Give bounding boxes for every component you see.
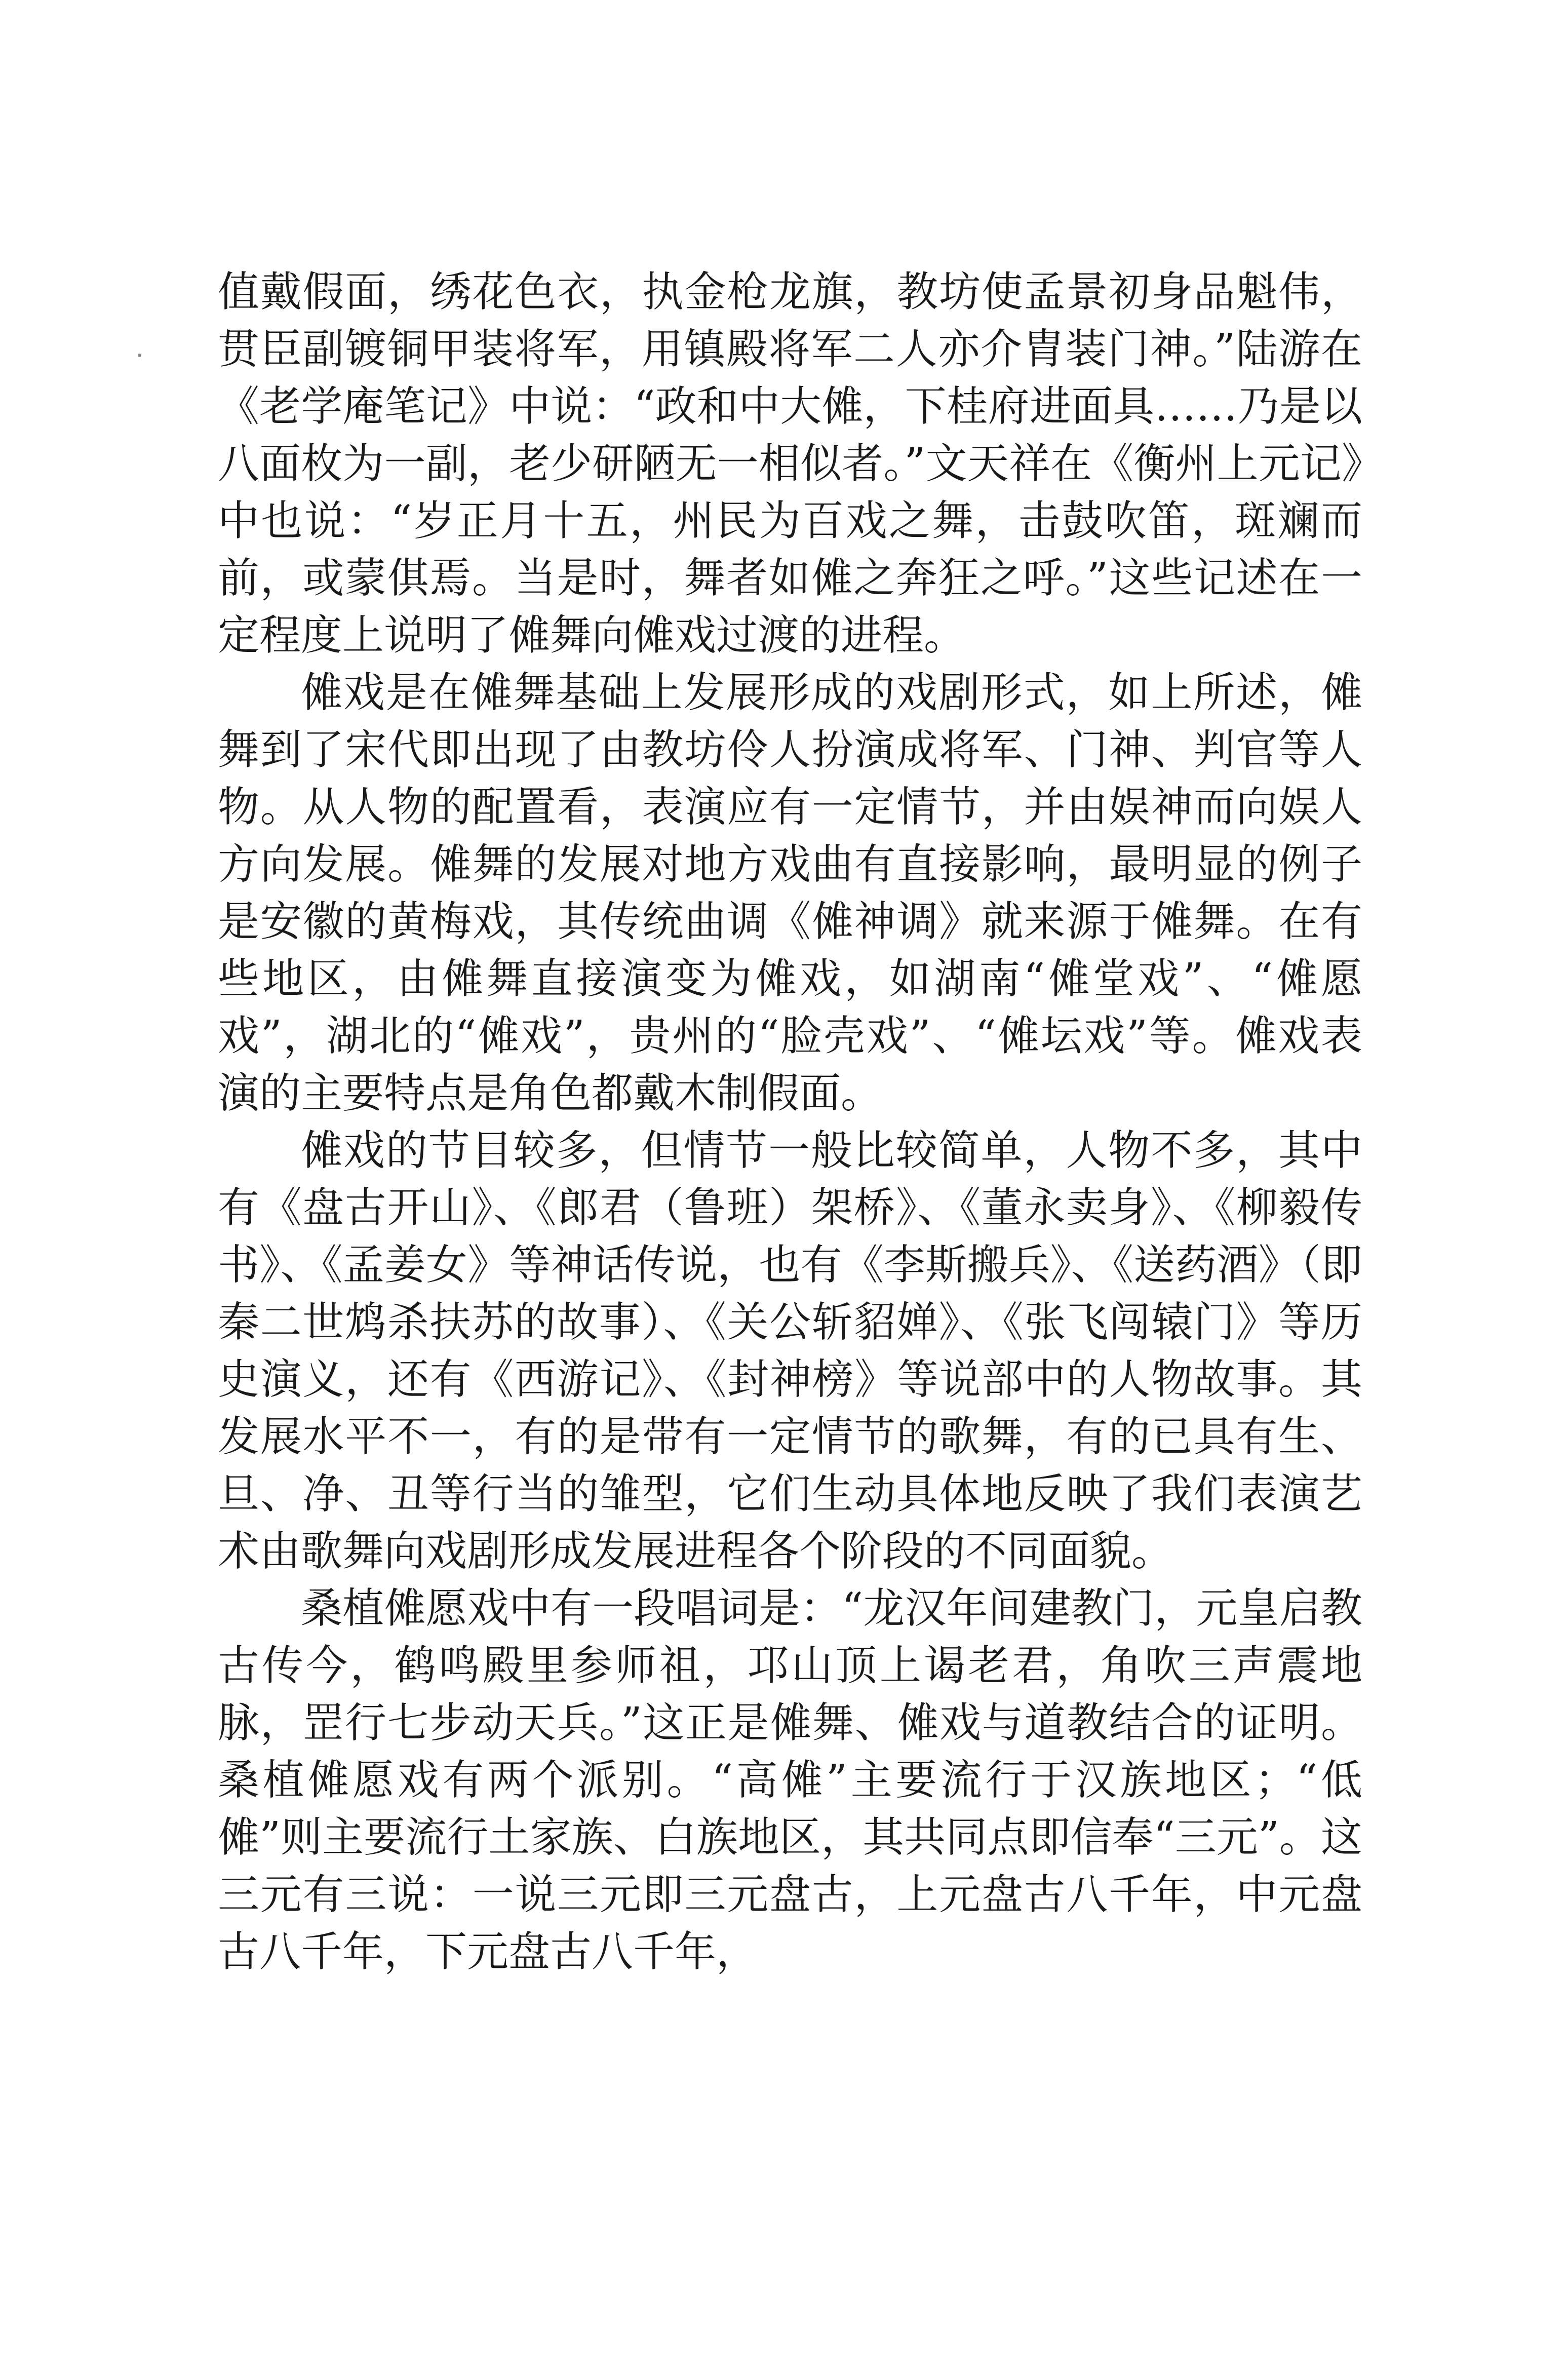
body-text [218, 263, 1362, 1981]
paragraph-3: 傩戏的节目较多，但情节一般比较简单，人物不多，其中有《盘古开山》、《郎君（鲁班）架桥》、《董永卖身》、《柳毅传书》、《孟姜女》等神话传说，也有《李斯搬兵》、《送药酒》（即秦二世鸩杀扶苏的故事）、《关公斩貂婵》、《张飞闯辕门》等历史演义，还有《西游记》、《封神榜》等说部中的人物故事。其发展水平不一，有的是带有一定情节的歌舞，有的已具有生、旦、净、丑等行当的雏型，它们生动具体地反映了我们表演艺术由歌舞向戏剧形成发展进程各个阶段的不同面貌。 [218, 1127, 1362, 1575]
paragraph-2: 傩戏是在傩舞基础上发展形成的戏剧形式，如上所述，傩舞到了宋代即出现了由教坊伶人扮演成将军、门神、判官等人物。从人物的配置看，表演应有一定情节，并由娱神而向娱人方向发展。傩舞的发展对地方戏曲有直接影响，最明显的例子是安徽的黄梅戏，其传统曲调《傩神调》就来源于傩舞。在有些地区，由傩舞直接演变为傩戏，如湖南“傩堂戏”、“傩愿戏”，湖北的“傩戏”，贵州的“脸壳戏”、“傩坛戏”等。傩戏表演的主要特点是角色都戴木制假面。 [218, 669, 1362, 1117]
paragraph-1: 值戴假面，绣花色衣，执金枪龙旗，教坊使孟景初身品魁伟，贯臣副镀铜甲装将军，用镇殿将军二人亦介胄装门神。”陆游在《老学庵笔记》中说：“政和中大傩，下桂府进面具……乃是以八面枚为一副，老少研陋无一相似者。”文天祥在《衡州上元记》中也说：“岁正月十五，州民为百戏之舞，击鼓吹笛，斑斓而前，或蒙倛焉。当是时，舞者如傩之奔狂之呼。”这些记述在一定程度上说明了傩舞向傩戏过渡的进程。 [218, 268, 1362, 659]
scan-speck [138, 354, 141, 357]
paragraph-4: 桑植傩愿戏中有一段唱词是：“龙汉年间建教门，元皇启教古传今，鹤鸣殿里参师祖，邛山顶上谒老君，角吹三声震地脉，罡行七步动天兵。”这正是傩舞、傩戏与道教结合的证明。桑植傩愿戏有两个派别。“高傩”主要流行于汉族地区；“低傩”则主要流行土家族、白族地区，其共同点即信奉“三元”。这三元有三说：一说三元即三元盘古，上元盘古八千年，中元盘古八千年，下元盘古八千年， [218, 1584, 1362, 1976]
